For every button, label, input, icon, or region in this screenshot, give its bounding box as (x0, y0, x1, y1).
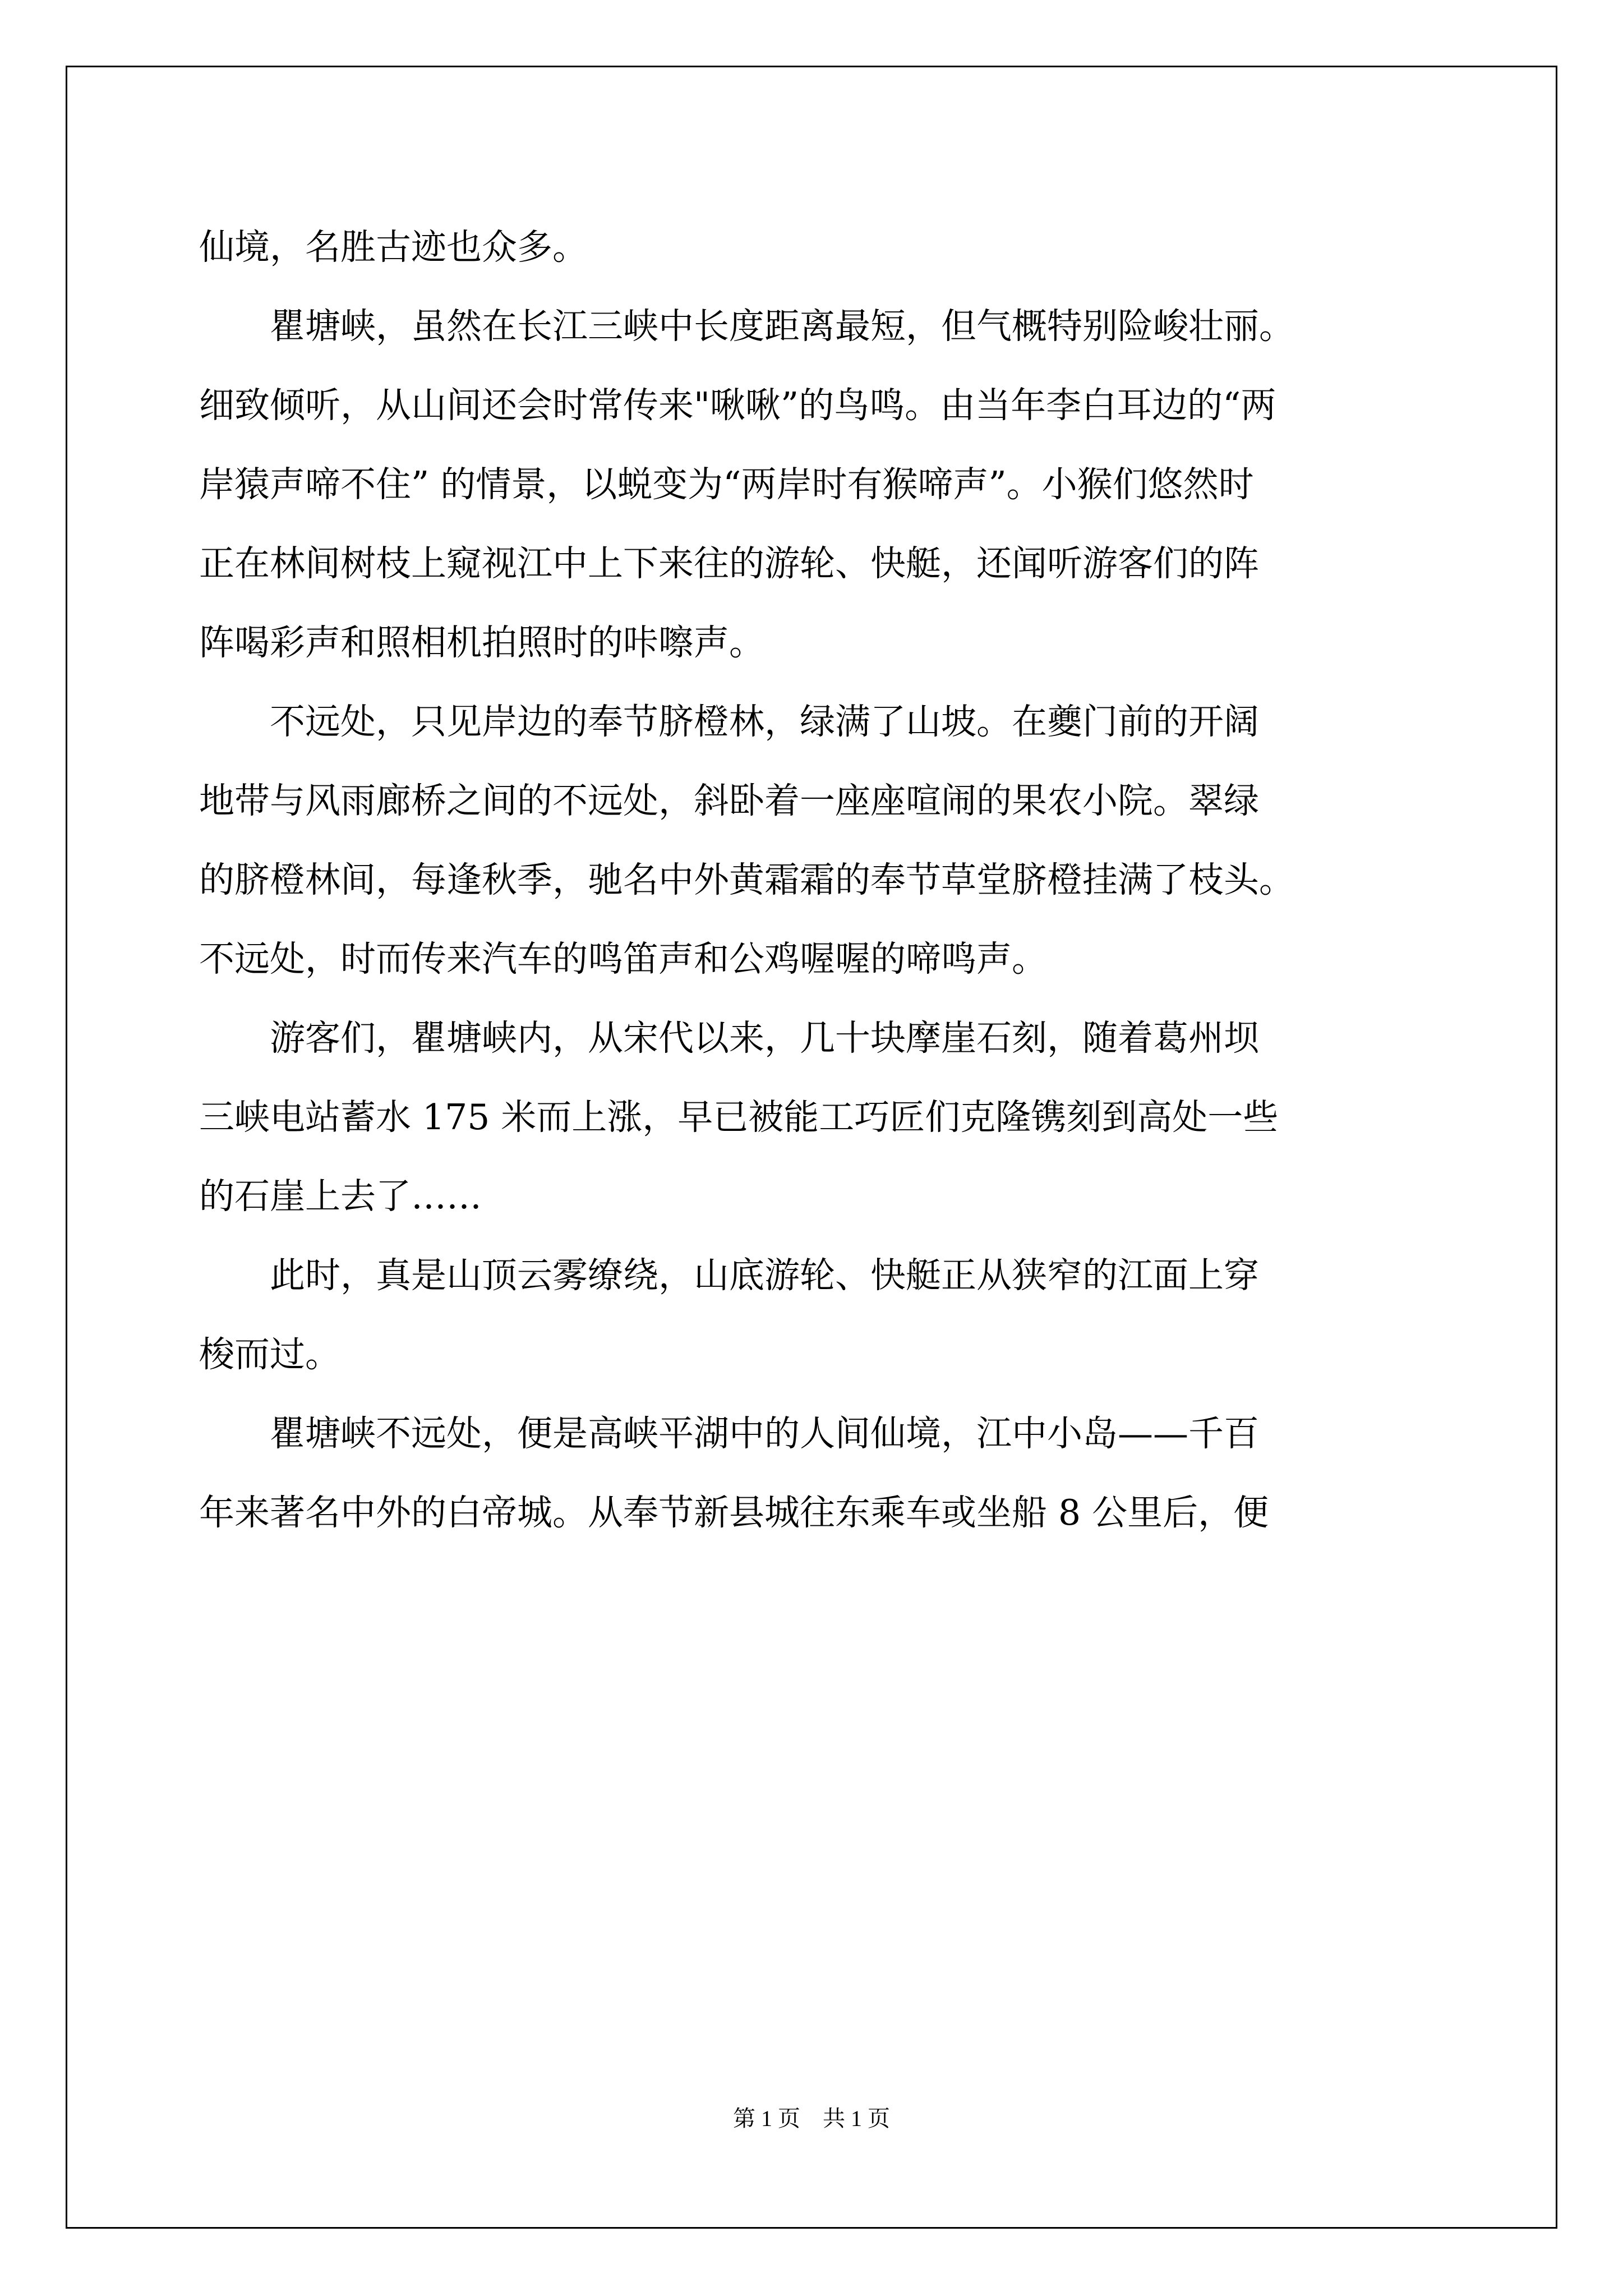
text-line: 瞿塘峡不远处，便是高峡平湖中的人间仙境，江中小岛——千百 (199, 1413, 1259, 1454)
text-line: 阵喝彩声和照相机拍照时的咔嚓声。 (199, 622, 764, 663)
text-line: 的脐橙林间，每逢秋季，驰名中外黄霜霜的奉节草堂脐橙挂满了枝头。 (199, 859, 1294, 900)
document-body (199, 208, 1433, 1552)
text-line: 仙境，名胜古迹也众多。 (199, 227, 588, 268)
text-line: 瞿塘峡，虽然在长江三峡中长度距离最短，但气概特别险峻壮丽。 (199, 306, 1294, 347)
text-line: 正在林间树枝上窥视江中上下来往的游轮、快艇，还闻听游客们的阵 (199, 543, 1259, 584)
page-footer: 第 1 页 共 1 页 (733, 2106, 890, 2131)
text-line: 梭而过。 (199, 1334, 340, 1375)
text-line: 地带与风雨廊桥之间的不远处，斜卧着一座座喧闹的果农小院。翠绿 (199, 780, 1259, 821)
text-line: 不远处，时而传来汽车的鸣笛声和公鸡喔喔的啼鸣声。 (199, 938, 1047, 979)
text-line: 的石崖上去了…… (199, 1176, 482, 1217)
text-line: 不远处，只见岸边的奉节脐橙林，绿满了山坡。在夔门前的开阔 (199, 701, 1259, 742)
text-line: 岸猿声啼不住” 的情景，以蜕变为“两岸时有猴啼声”。小猴们悠然时 (199, 464, 1254, 505)
text-line: 细致倾听，从山间还会时常传来"啾啾”的鸟鸣。由当年李白耳边的“两 (199, 385, 1276, 426)
text-line: 游客们，瞿塘峡内，从宋代以来，几十块摩崖石刻，随着葛州坝 (199, 1018, 1259, 1059)
text-line: 此时，真是山顶云雾缭绕，山底游轮、快艇正从狭窄的江面上穿 (199, 1255, 1259, 1296)
text-line: 年来著名中外的白帝城。从奉节新县城往东乘车或坐船 8 公里后，便 (199, 1492, 1269, 1533)
text-line: 三峡电站蓄水 175 米而上涨，早已被能工巧匠们克隆镌刻到高处一些 (199, 1097, 1279, 1138)
